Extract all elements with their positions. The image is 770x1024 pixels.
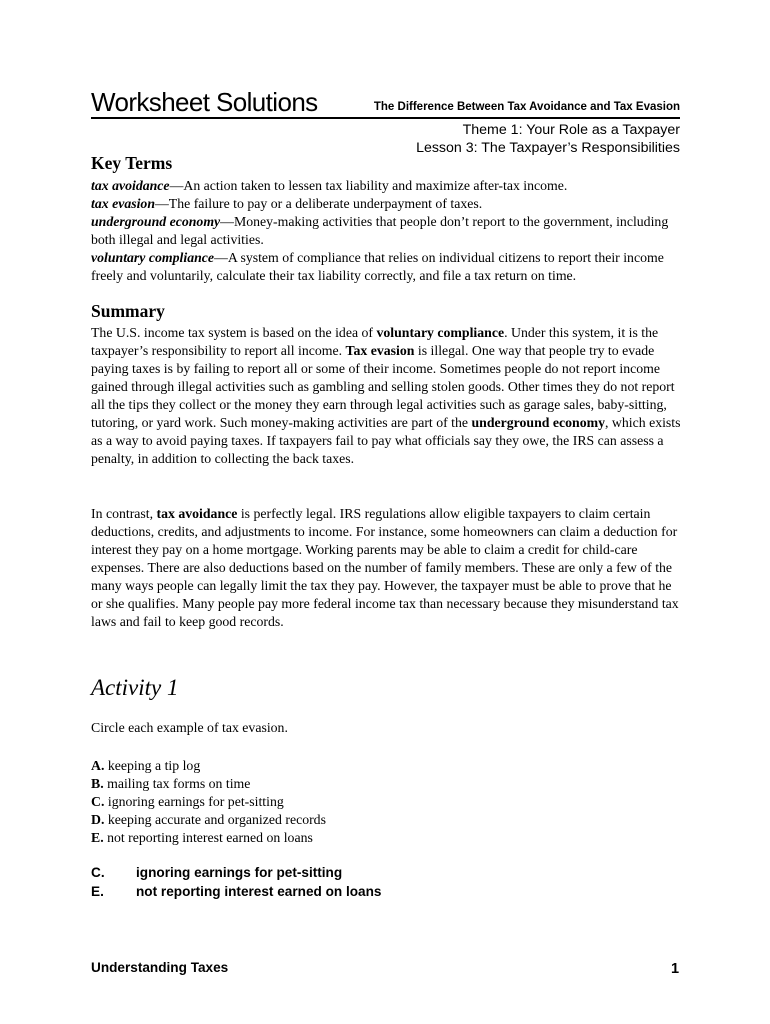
key-term: tax evasion <box>91 196 155 211</box>
summary-bold-term: underground economy <box>471 415 605 430</box>
option-item <box>91 811 326 829</box>
key-terms-heading: Key Terms <box>91 153 173 173</box>
key-term-item <box>91 213 681 249</box>
summary-bold-term: voluntary compliance <box>376 325 505 340</box>
summary-heading: Summary <box>91 301 165 321</box>
answer-key <box>91 863 381 901</box>
option-letter: E. <box>91 830 104 845</box>
summary-text: is illegal. One way that people try to evade paying taxes is by failing to report all or some of their income. Sometimes people do not report income gained through illegal activities such as gambling and selling stolen goods. Other times they do not report all the tips they collect or the money they earn through legal activities such as garage sales, baby-sitting, tutoring, or yard work. Such money-making activities are part of the <box>91 343 675 430</box>
answer-letter: E. <box>91 884 104 899</box>
activity-options <box>91 757 326 847</box>
answer-text: ignoring earnings for pet-sitting <box>136 865 343 880</box>
key-term-item <box>91 177 681 195</box>
option-letter: B. <box>91 776 104 791</box>
key-term-item <box>91 195 681 213</box>
page-number: 1 <box>671 961 680 977</box>
answer-item <box>91 882 381 901</box>
page-subtitle: The Difference Between Tax Avoidance and Tax Evasion <box>373 101 680 113</box>
key-terms-list <box>91 177 681 285</box>
key-term-definition: —The failure to pay or a deliberate underpayment of taxes. <box>155 196 483 211</box>
option-item <box>91 829 326 847</box>
option-letter: D. <box>91 812 105 827</box>
summary-paragraph-2 <box>91 505 681 631</box>
key-term-item <box>91 249 681 285</box>
summary-paragraph-1 <box>91 324 681 468</box>
lesson-line: Lesson 3: The Taxpayer’s Responsibilities <box>416 140 680 156</box>
option-text: keeping accurate and organized records <box>104 812 326 827</box>
summary-text: . Under this system, it is the taxpayer’s responsibility to report all income. <box>91 325 659 358</box>
option-item <box>91 757 326 775</box>
theme-line: Theme 1: Your Role as a Taxpayer <box>462 122 680 138</box>
answer-item <box>91 863 381 882</box>
key-term: voluntary compliance <box>91 250 215 265</box>
key-term-definition: —A system of compliance that relies on individual citizens to report their income freely and voluntarily, calculate their tax liability correctly, and file a tax return on time. <box>91 250 664 283</box>
header <box>91 88 680 157</box>
answer-letter: C. <box>91 865 105 880</box>
summary-text: The U.S. income tax system is based on the idea of <box>91 325 377 340</box>
activity-prompt: Circle each example of tax evasion. <box>91 720 288 735</box>
summary-text: , which exists as a way to avoid paying taxes. If taxpayers fail to pay what officials say they owe, the IRS can assess a penalty, in addition to collecting the back taxes. <box>91 415 681 466</box>
option-text: keeping a tip log <box>104 758 201 773</box>
summary-text: is perfectly legal. IRS regulations allow eligible taxpayers to claim certain deductions, credits, and adjustments to income. For instance, some homeowners can claim a deduction for interest they pay on a home mortgage. Working parents may be able to claim a credit for child-care expenses. There are also deductions based on the number of family members. These are only a few of the many ways people can legally limit the tax they pay. However, the taxpayer must be able to prove that he or she qualifies. Many people pay more federal income tax than necessary because they misunderstand tax laws and fail to keep good records. <box>91 506 679 629</box>
footer-title: Understanding Taxes <box>91 960 229 975</box>
option-letter: C. <box>91 794 105 809</box>
option-item <box>91 775 326 793</box>
summary-bold-term: Tax evasion <box>345 343 415 358</box>
key-term: underground economy <box>91 214 221 229</box>
option-item <box>91 793 326 811</box>
option-text: not reporting interest earned on loans <box>103 830 313 845</box>
key-term: tax avoidance <box>91 178 170 193</box>
summary-bold-term: tax avoidance <box>156 506 238 521</box>
key-term-definition: —Money-making activities that people don’t report to the government, including both illegal and legal activities. <box>91 214 669 247</box>
page-title: Worksheet Solutions <box>91 87 318 117</box>
answer-text: not reporting interest earned on loans <box>136 884 382 899</box>
option-text: ignoring earnings for pet-sitting <box>104 794 284 809</box>
summary-text: In contrast, <box>91 506 157 521</box>
title-row <box>91 88 680 119</box>
option-letter: A. <box>91 758 105 773</box>
option-text: mailing tax forms on time <box>103 776 251 791</box>
key-term-definition: —An action taken to lessen tax liability and maximize after-tax income. <box>169 178 568 193</box>
activity-heading: Activity 1 <box>91 675 179 700</box>
